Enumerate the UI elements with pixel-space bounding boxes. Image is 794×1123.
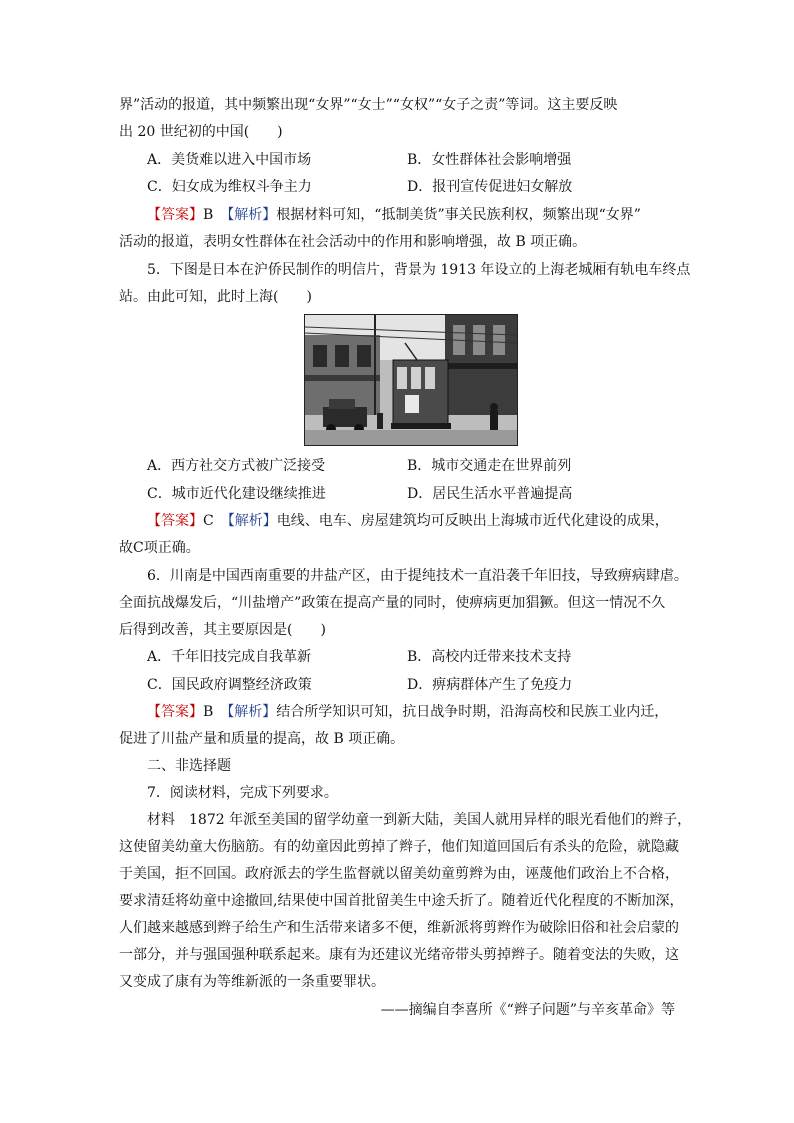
q6-analysis-text: 结合所学知识可知，抗日战争时期，沿海高校和民族工业内迁， <box>276 704 669 720</box>
q4-option-b: B．女性群体社会影响增强 <box>407 152 572 168</box>
q7-material-line: 一部分，并与强国强种联系起来。康有为还建议光绪帝带头剪掉辫子。随着变法的失败，这 <box>119 947 679 963</box>
q5-option-d: D．居民生活水平普遍提高 <box>407 486 573 502</box>
q6-answer-tag: 【答案】 <box>147 704 203 720</box>
q4-analysis-line-2: 活动的报道，表明女性群体在社会活动中的作用和影响增强，故 B 项正确。 <box>119 234 587 250</box>
q6-answer-line <box>147 702 668 722</box>
q7-stem: 7．阅读材料，完成下列要求。 <box>147 785 338 801</box>
q4-analysis-tag: 【解析】 <box>227 207 277 223</box>
q5-analysis-tag: 【解析】 <box>227 513 277 529</box>
q6-analysis-tag: 【解析】 <box>227 704 277 720</box>
tram-terminal-photo <box>304 314 518 446</box>
q4-answer-line <box>147 205 641 225</box>
q7-material-line: 于美国，拒不回国。政府派去的学生监督就以留美幼童剪辫为由，诬蔑他们政治上不合格， <box>119 866 679 882</box>
q7-material-line: 又变成了康有为等维新派的一条重要罪状。 <box>119 974 385 990</box>
q6-option-a: A．千年旧技完成自我革新 <box>147 649 312 665</box>
q5-stem-line-1: 5．下图是日本在沪侨民制作的明信片，背景为 1913 年设立的上海老城厢有轨电车终点 <box>147 262 691 278</box>
q7-source-citation: ——摘编自李喜所《“辫子问题”与辛亥革命》等 <box>380 1002 675 1018</box>
q6-stem-line-2: 全面抗战爆发后，“川盐增产”政策在提高产量的同时，使痹病更加猖獗。但这一情况不久 <box>119 595 666 611</box>
q6-option-c: C．国民政府调整经济政策 <box>147 677 312 693</box>
tram-photo-illustration <box>305 315 517 445</box>
q4-option-d: D．报刊宣传促进妇女解放 <box>407 179 573 195</box>
q7-material-line: 要求清廷将幼童中途撤回,结果使中国首批留美生中途夭折了。随着近代化程度的不断加深， <box>119 893 684 909</box>
q4-stem-line-1: 界”活动的报道，其中频繁出现“女界”“女士”“女权”“女子之责”等词。这主要反映 <box>119 97 618 113</box>
q6-option-b: B．高校内迁带来技术支持 <box>407 649 572 665</box>
q7-material-line: 人们越来越感到辫子给生产和生活带来诸多不便，维新派将剪辫作为破除旧俗和社会启蒙的 <box>119 920 679 936</box>
q4-stem-line-2: 出 20 世纪初的中国( ) <box>119 124 283 140</box>
q6-stem-line-3: 后得到改善，其主要原因是( ) <box>119 622 326 638</box>
q4-analysis-text: 根据材料可知，“抵制美货”事关民族利权，频繁出现“女界” <box>276 207 641 223</box>
section-heading: 二、非选择题 <box>147 758 231 774</box>
q5-analysis-text: 电线、电车、房屋建筑均可反映出上海城市近代化建设的成果， <box>276 513 669 529</box>
q6-analysis-line-2: 促进了川盐产量和质量的提高，故 B 项正确。 <box>119 731 405 747</box>
q5-stem-line-2: 站。由此可知，此时上海( ) <box>119 289 312 305</box>
q6-answer-value: B <box>203 704 214 720</box>
q5-answer-value: C <box>203 513 214 529</box>
q4-answer-value: B <box>203 207 214 223</box>
q4-option-c: C．妇女成为维权斗争主力 <box>147 179 312 195</box>
q5-answer-line <box>147 511 669 531</box>
q7-material-line: 材料 1872 年派至美国的留学幼童一到新大陆，美国人就用异样的眼光看他们的辫子， <box>147 812 692 828</box>
q5-option-b: B．城市交通走在世界前列 <box>407 458 572 474</box>
q5-answer-tag: 【答案】 <box>147 513 203 529</box>
q6-option-d: D．痹病群体产生了免疫力 <box>407 677 573 693</box>
q5-option-c: C．城市近代化建设继续推进 <box>147 486 326 502</box>
q4-answer-tag: 【答案】 <box>147 207 203 223</box>
q4-option-a: A．美货难以进入中国市场 <box>147 152 312 168</box>
q5-analysis-line-2: 故C项正确。 <box>119 540 200 556</box>
q7-material-line: 这使留美幼童大伤脑筋。有的幼童因此剪掉了辫子，他们知道回国后有杀头的危险，就隐藏 <box>119 839 679 855</box>
q6-stem-line-1: 6．川南是中国西南重要的井盐产区，由于提纯技术一直沿袭千年旧技，导致痹病肆虐。 <box>147 568 688 584</box>
q5-option-a: A．西方社交方式被广泛接受 <box>147 458 326 474</box>
